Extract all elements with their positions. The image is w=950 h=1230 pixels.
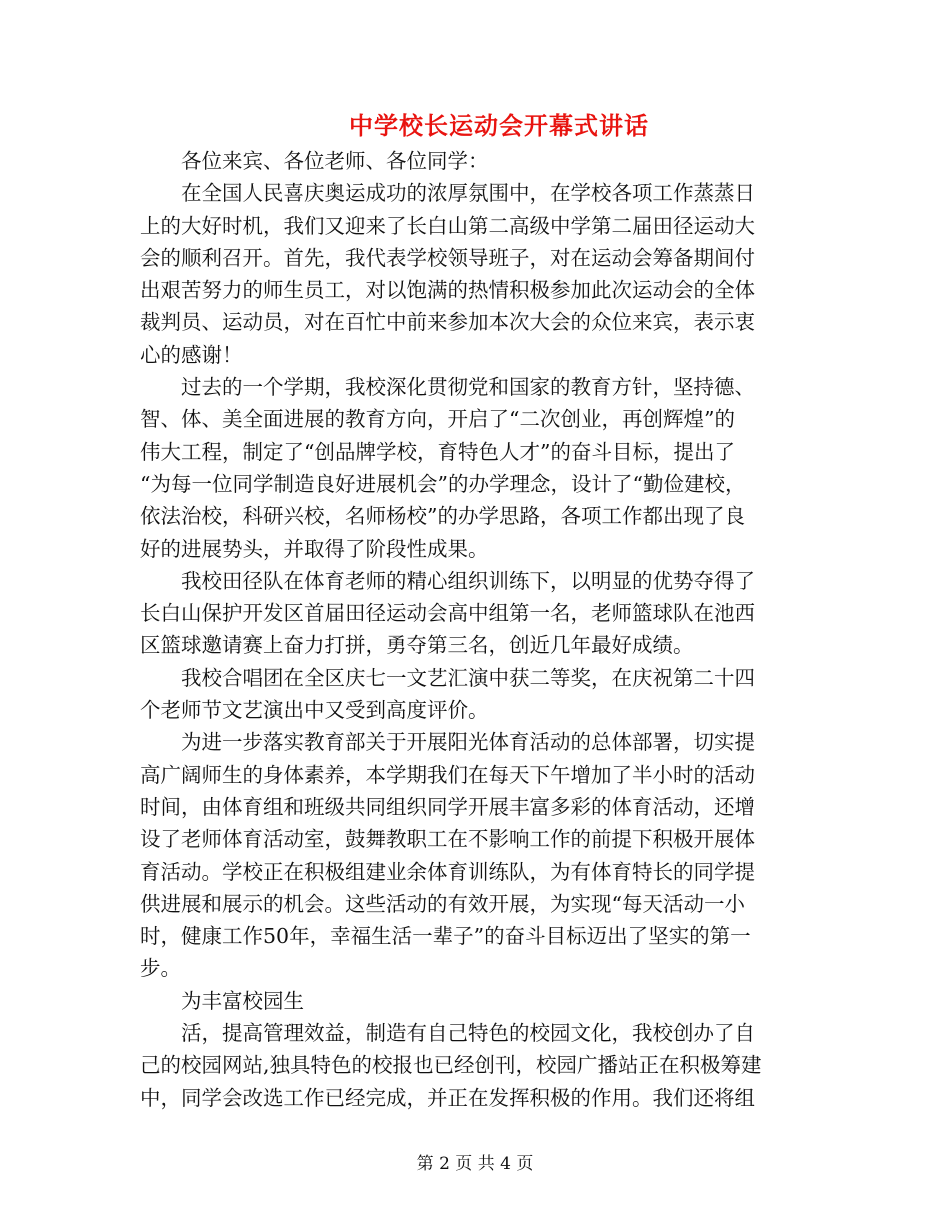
paragraph-3: 我校田径队在体育老师的精心组织训练下，以明显的优势夺得了 长白山保护开发区首届田径运动会高中组第一名，老师篮球队在池西 区篮球邀请赛上奋力打拼，勇夺第三名，创近几年最好成绩。 [140, 568, 755, 658]
paragraph-2: 过去的一个学期，我校深化贯彻党和国家的教育方针，坚持德、 智、体、美全面进展的教育方向，开启了“二次创业，再创辉煌”的 伟大工程，制定了“创品牌学校，育特色人才”的奋斗目标，提出了 “为每一位同学制造良好进展机会”的办学理念，设计了“勤俭建校， 依法治校，科研兴校，名师杨校”的办学思路，各项工作都出现了良 好的进展势头，并取得了阶段性成果。 [140, 375, 755, 561]
document-title: 中学校长运动会开幕式讲话 [349, 111, 649, 140]
paragraph-salutation: 各位来宾、各位老师、各位同学： [181, 149, 489, 173]
paragraph-7: 活，提高管理效益，制造有自己特色的校园文化，我校创办了自 己的校园网站,独具特色的校报也已经创刊，校园广播站正在积极筹建 中，同学会改选工作已经完成，并正在发挥积极的作用。我们还将组 [140, 1021, 762, 1110]
page-number-footer: 第 2 页 共 4 页 [416, 1154, 534, 1174]
document-body [140, 145, 812, 1114]
paragraph-1: 在全国人民喜庆奥运成功的浓厚氛围中，在学校各项工作蒸蒸日 上的大好时机，我们又迎来了长白山第二高级中学第二届田径运动大 会的顺利召开。首先，我代表学校领导班子，对在运动会筹备期间付 出艰苦努力的师生员工，对以饱满的热情积极参加此次运动会的全体 裁判员、运动员，对在百忙中前来参加本次大会的众位来宾，表示衷 心的感谢！ [140, 181, 755, 367]
paragraph-5: 为进一步落实教育部关于开展阳光体育活动的总体部署，切实提 高广阔师生的身体素养，本学期我们在每天下午增加了半小时的活动 时间，由体育组和班级共同组织同学开展丰富多彩的体育活动，还增 设了老师体育活动室，鼓舞教职工在不影响工作的前提下积极开展体 育活动。学校正在积极组建业余体育训练队，为有体育特长的同学提 供进展和展示的机会。这些活动的有效开展，为实现“每天活动一小 时，健康工作50年，幸福生活一辈子”的奋斗目标迈出了坚实的第一 步。 [140, 730, 755, 981]
paragraph-4: 我校合唱团在全区庆七一文艺汇演中获二等奖，在庆祝第二十四 个老师节文艺演出中又受到高度评价。 [140, 665, 755, 723]
paragraph-6: 为丰富校园生 [181, 988, 304, 1013]
